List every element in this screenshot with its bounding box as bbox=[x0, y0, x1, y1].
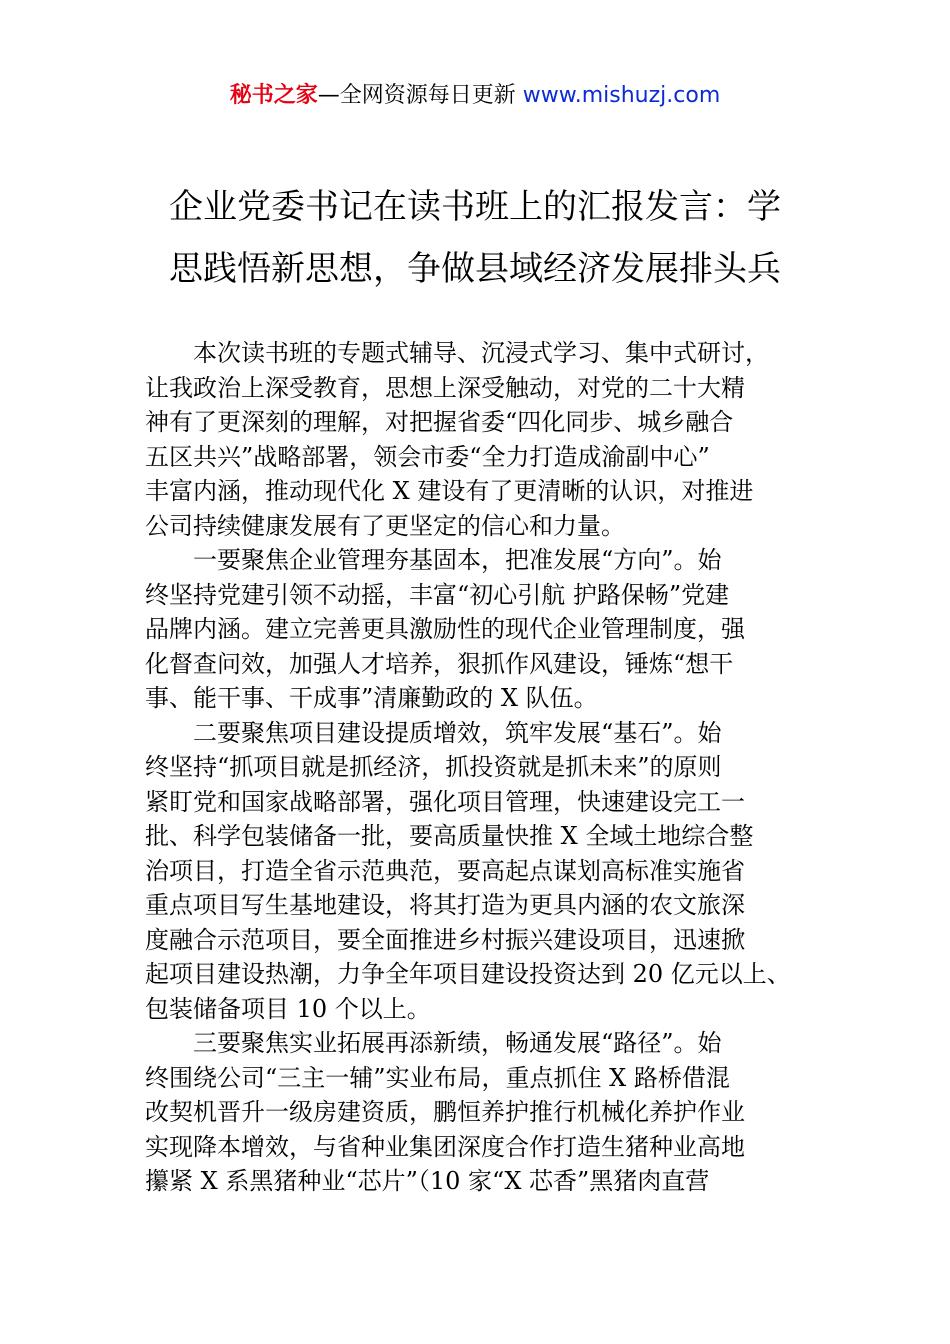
paragraph-first-line: 三要聚焦实业拓展再添新绩，畅通发展“路径”。始 bbox=[193, 1029, 722, 1057]
title-line: 思践悟新思想，争做县域经济发展排头兵 bbox=[169, 249, 781, 289]
site-url-link[interactable]: www.mishuzj.com bbox=[522, 83, 721, 108]
paragraph-line: 改契机晋升一级房建资质，鹏恒养护推行机械化养护作业 bbox=[145, 1098, 745, 1126]
paragraph-line: 实现降本增效，与省种业集团深度合作打造生猪种业高地 bbox=[145, 1132, 745, 1161]
site-header bbox=[0, 80, 950, 112]
paragraph-line: 治项目，打造全省示范典范，要高起点谋划高标准实施省 bbox=[145, 856, 745, 885]
paragraph-line: 起项目建设热潮，力争全年项目建设投资达到 20 亿元以上、 bbox=[145, 960, 791, 988]
title-line: 企业党委书记在读书班上的汇报发言：学 bbox=[169, 187, 781, 227]
paragraph-line: 攥紧 X 系黑猪种业“芯片”（10 家“X 芯香”黑猪肉直营 bbox=[145, 1167, 710, 1195]
paragraph-line: 度融合示范项目，要全面推进乡村振兴建设项目，迅速掀 bbox=[145, 925, 745, 954]
paragraph-line: 终坚持党建引领不动摇，丰富“初心引航 护路保畅”党建 bbox=[145, 580, 730, 609]
paragraph-line: 终围绕公司“三主一辅”实业布局，重点抓住 X 路桥借混 bbox=[145, 1063, 730, 1092]
paragraph-first-line: 本次读书班的专题式辅导、沉浸式学习、集中式研讨， bbox=[193, 339, 769, 367]
paragraph-line: 品牌内涵。建立完善更具激励性的现代企业管理制度，强 bbox=[145, 615, 745, 643]
document-body bbox=[145, 336, 810, 1199]
paragraph-line: 紧盯党和国家战略部署，强化项目管理，快速建设完工一 bbox=[145, 787, 745, 816]
paragraph-line: 神有了更深刻的理解，对把握省委“四化同步、城乡融合 bbox=[145, 408, 734, 436]
document-title bbox=[130, 176, 820, 300]
site-brand: 秘书之家 bbox=[229, 83, 318, 108]
paragraph-line: 丰富内涵，推动现代化 X 建设有了更清晰的认识，对推进 bbox=[145, 477, 754, 505]
paragraph-line: 化督查问效，加强人才培养，狠抓作风建设，锤炼“想干 bbox=[145, 649, 734, 678]
paragraph-line: 包装储备项目 10 个以上。 bbox=[145, 994, 431, 1023]
paragraph-line: 事、能干事、干成事”清廉勤政的 X 队伍。 bbox=[145, 684, 598, 712]
paragraph-line: 让我政治上深受教育，思想上深受触动，对党的二十大精 bbox=[145, 373, 745, 402]
paragraph-line: 重点项目写生基地建设，将其打造为更具内涵的农文旅深 bbox=[145, 891, 745, 919]
paragraph-line: 公司持续健康发展有了更坚定的信心和力量。 bbox=[145, 511, 625, 540]
paragraph-line: 终坚持“抓项目就是抓经济，抓投资就是抓未来”的原则 bbox=[145, 753, 722, 781]
site-tagline: —全网资源每日更新 bbox=[317, 83, 523, 108]
paragraph-first-line: 二要聚焦项目建设提质增效，筑牢发展“基石”。始 bbox=[193, 718, 722, 747]
paragraph-line: 批、科学包装储备一批，要高质量快推 X 全域土地综合整 bbox=[145, 822, 754, 850]
paragraph-first-line: 一要聚焦企业管理夯基固本，把准发展“方向”。始 bbox=[193, 546, 722, 574]
paragraph-line: 五区共兴”战略部署，领会市委“全力打造成渝副中心” bbox=[145, 442, 710, 471]
